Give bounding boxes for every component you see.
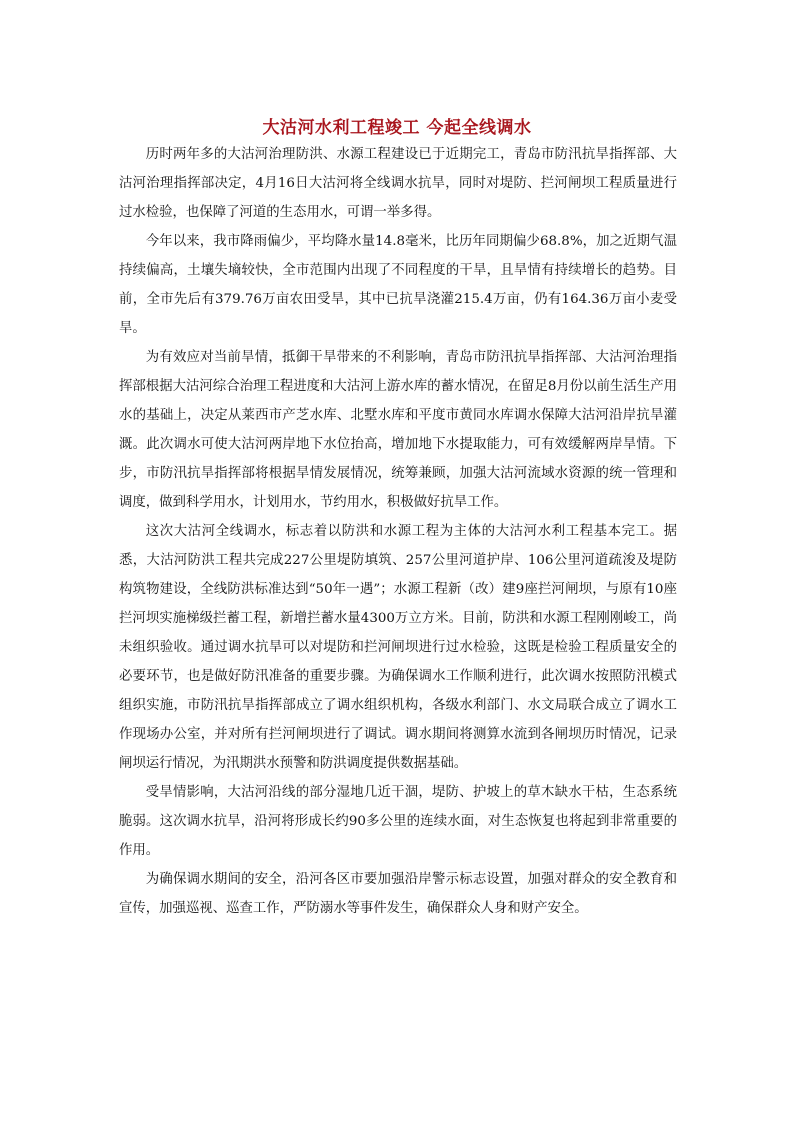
article-paragraph-2: 今年以来，我市降雨偏少，平均降水量14.8毫米，比历年同期偏少68.8%，加之近期气温持续偏高，土壤失墒较快，全市范围内出现了不同程度的干旱，且旱情有持续增长的趋势。目前，全市先后有379.76万亩农田受旱，其中已抗旱浇灌215.4万亩，仍有164.36万亩小麦受旱。: [119, 234, 677, 336]
article-paragraph-5: 受旱情影响，大沽河沿线的部分湿地几近干涸，堤防、护坡上的草木缺水干枯，生态系统脆弱。这次调水抗旱，沿河将形成长约90多公里的连续水面，对生态恢复也将起到非常重要的作用。: [119, 785, 677, 858]
article-body: [119, 140, 677, 923]
article-title: 大沽河水利工程竣工 今起全线调水: [262, 118, 532, 139]
article-paragraph-4: 这次大沽河全线调水，标志着以防洪和水源工程为主体的大沽河水利工程基本完工。据悉，大沽河防洪工程共完成227公里堤防填筑、257公里河道护岸、106公里河道疏浚及堤防构筑物建设，全线防洪标准达到“50年一遇”；水源工程新（改）建9座拦河闸坝，与原有10座拦河坝实施梯级拦蓄工程，新增拦蓄水量4300万立方米。目前，防洪和水源工程刚刚峻工，尚未组织验收。通过调水抗旱可以对堤防和拦河闸坝进行过水检验，这既是检验工程质量安全的必要环节，也是做好防汛准备的重要步骤。为确保调水工作顺利进行，此次调水按照防汛模式组织实施，市防汛抗旱指挥部成立了调水组织机构，各级水利部门、水文局联合成立了调水工作现场办公室，并对所有拦河闸坝进行了调试。调水期间将测算水流到各闸坝历时情况，记录闸坝运行情况，为汛期洪水预警和防洪调度提供数据基础。: [119, 524, 677, 771]
article-paragraph-1: 历时两年多的大沽河治理防洪、水源工程建设已于近期完工，青岛市防汛抗旱指挥部、大沽河治理指挥部决定，4月16日大沽河将全线调水抗旱，同时对堤防、拦河闸坝工程质量进行过水检验，也保障了河道的生态用水，可谓一举多得。: [119, 147, 677, 220]
article-paragraph-3: 为有效应对当前旱情，抵御干旱带来的不利影响，青岛市防汛抗旱指挥部、大沽河治理指挥部根据大沽河综合治理工程进度和大沽河上游水库的蓄水情况，在留足8月份以前生活生产用水的基础上，决定从莱西市产芝水库、北墅水库和平度市黄同水库调水保障大沽河沿岸抗旱灌溉。此次调水可使大沽河两岸地下水位抬高，增加地下水提取能力，可有效缓解两岸旱情。下步，市防汛抗旱指挥部将根据旱情发展情况，统筹兼顾，加强大沽河流域水资源的统一管理和调度，做到科学用水，计划用水，节约用水，积极做好抗旱工作。: [119, 350, 677, 510]
article-paragraph-6: 为确保调水期间的安全，沿河各区市要加强沿岸警示标志设置，加强对群众的安全教育和宣传，加强巡视、巡查工作，严防溺水等事件发生，确保群众人身和财产安全。: [119, 872, 677, 916]
